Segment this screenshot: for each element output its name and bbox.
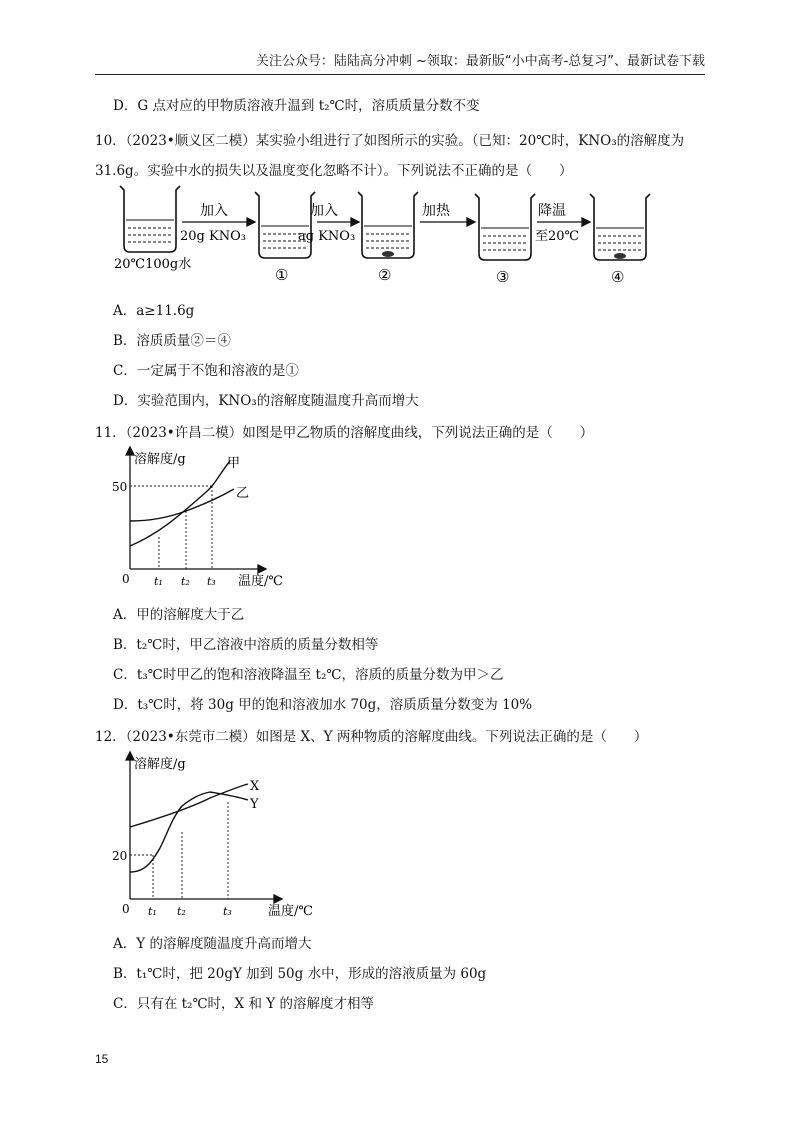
q12-option-c: C．只有在 t₂℃时，X 和 Y 的溶解度才相等	[113, 996, 374, 1012]
q10-stem-line1: 10．（2023•顺义区二模）某实验小组进行了如图所示的实验。（已知：20℃时，KNO₃的溶解度为	[95, 133, 685, 149]
q10-stem-line2: 31.6g。实验中水的损失以及温度变化忽略不计）。下列说法不正确的是（ ）	[95, 163, 573, 179]
q12-origin: 0	[122, 902, 130, 916]
q12-chart	[110, 750, 330, 925]
beaker-label-4: ④	[611, 268, 625, 286]
q12-option-b: B．t₁℃时，把 20gY 加到 50g 水中，形成的溶液质量为 60g	[113, 966, 487, 982]
q11-option-c: C．t₃℃时甲乙的饱和溶液降温至 t₂℃，溶质的质量分数为甲＞乙	[113, 667, 504, 683]
q10-option-c: C．一定属于不饱和溶液的是①	[113, 363, 299, 379]
step3-top: 加热	[422, 203, 450, 219]
step4-top: 降温	[538, 203, 566, 219]
beaker-4	[590, 194, 650, 260]
q12-xtick-t3: t₃	[223, 905, 232, 918]
q11-ytick-50: 50	[112, 480, 128, 494]
q11-label-jia: 甲	[227, 456, 241, 471]
q12-axes	[126, 752, 282, 903]
q11-xtick-t2: t₂	[181, 575, 190, 588]
q11-option-a: A．甲的溶解度大于乙	[113, 607, 245, 623]
q12-xlabel: 温度/℃	[268, 904, 313, 919]
beaker-start	[120, 186, 180, 252]
beaker-2	[358, 192, 418, 258]
beaker-label-3: ③	[496, 268, 510, 286]
q11-option-b: B．t₂℃时，甲乙溶液中溶质的质量分数相等	[113, 637, 379, 653]
q11-series-yi	[130, 489, 234, 521]
start-label: 20℃100g水	[114, 257, 192, 272]
q12-option-a: A．Y 的溶解度随温度升高而增大	[113, 936, 312, 952]
q12-label-y: Y	[250, 797, 259, 812]
q11-xtick-t1: t₁	[154, 575, 163, 588]
q10-experiment-figure	[110, 182, 670, 294]
step1-bottom: 20g KNO₃	[180, 229, 246, 244]
q11-stem: 11．（2023•许昌二模）如图是甲乙物质的溶解度曲线，下列说法正确的是（ ）	[95, 425, 594, 441]
q10-option-b: B．溶质质量②＝④	[113, 333, 231, 349]
q12-guides	[130, 802, 228, 899]
q12-series-x	[130, 792, 248, 872]
page-header: 关注公众号：陆陆高分冲刺 ~领取：最新版“小中高考-总复习”、最新试卷下载	[95, 50, 705, 75]
q11-chart	[110, 445, 310, 590]
beaker-3	[475, 194, 535, 260]
q11-origin: 0	[122, 572, 130, 586]
q12-label-x: X	[250, 779, 260, 794]
q12-xtick-t1: t₁	[148, 905, 157, 918]
q11-ylabel: 溶解度/g	[134, 452, 186, 467]
q12-xtick-t2: t₂	[177, 905, 186, 918]
q12-series-y	[130, 784, 248, 827]
beaker-1	[255, 192, 315, 258]
q11-label-yi: 乙	[236, 486, 250, 501]
q10-option-a: A．a≥11.6g	[113, 303, 195, 319]
q11-option-d: D．t₃℃时，将 30g 甲的饱和溶液加水 70g，溶质质量分数变为 10%	[113, 697, 533, 713]
q12-stem: 12．（2023•东莞市二模）如图是 X、Y 两种物质的溶解度曲线。下列说法正确的是（ ）	[95, 729, 648, 745]
page-number: 15	[95, 1052, 109, 1066]
q12-ytick-20: 20	[112, 849, 128, 863]
q11-series-jia	[130, 461, 230, 546]
q11-xlabel: 温度/℃	[238, 574, 283, 589]
step2-top: 加入	[310, 203, 338, 219]
beaker-label-1: ①	[275, 266, 289, 284]
q9-option-d: D．G 点对应的甲物质溶液升温到 t₂℃时，溶质质量分数不变	[113, 98, 480, 114]
q11-xtick-t3: t₃	[207, 575, 216, 588]
step4-bottom: 至20℃	[535, 229, 580, 244]
q10-option-d: D．实验范围内，KNO₃的溶解度随温度升高而增大	[113, 393, 419, 409]
beaker-label-2: ②	[378, 266, 392, 284]
step1-top: 加入	[200, 203, 228, 219]
step2-bottom: ag KNO₃	[298, 229, 356, 244]
q12-ylabel: 溶解度/g	[134, 757, 186, 772]
